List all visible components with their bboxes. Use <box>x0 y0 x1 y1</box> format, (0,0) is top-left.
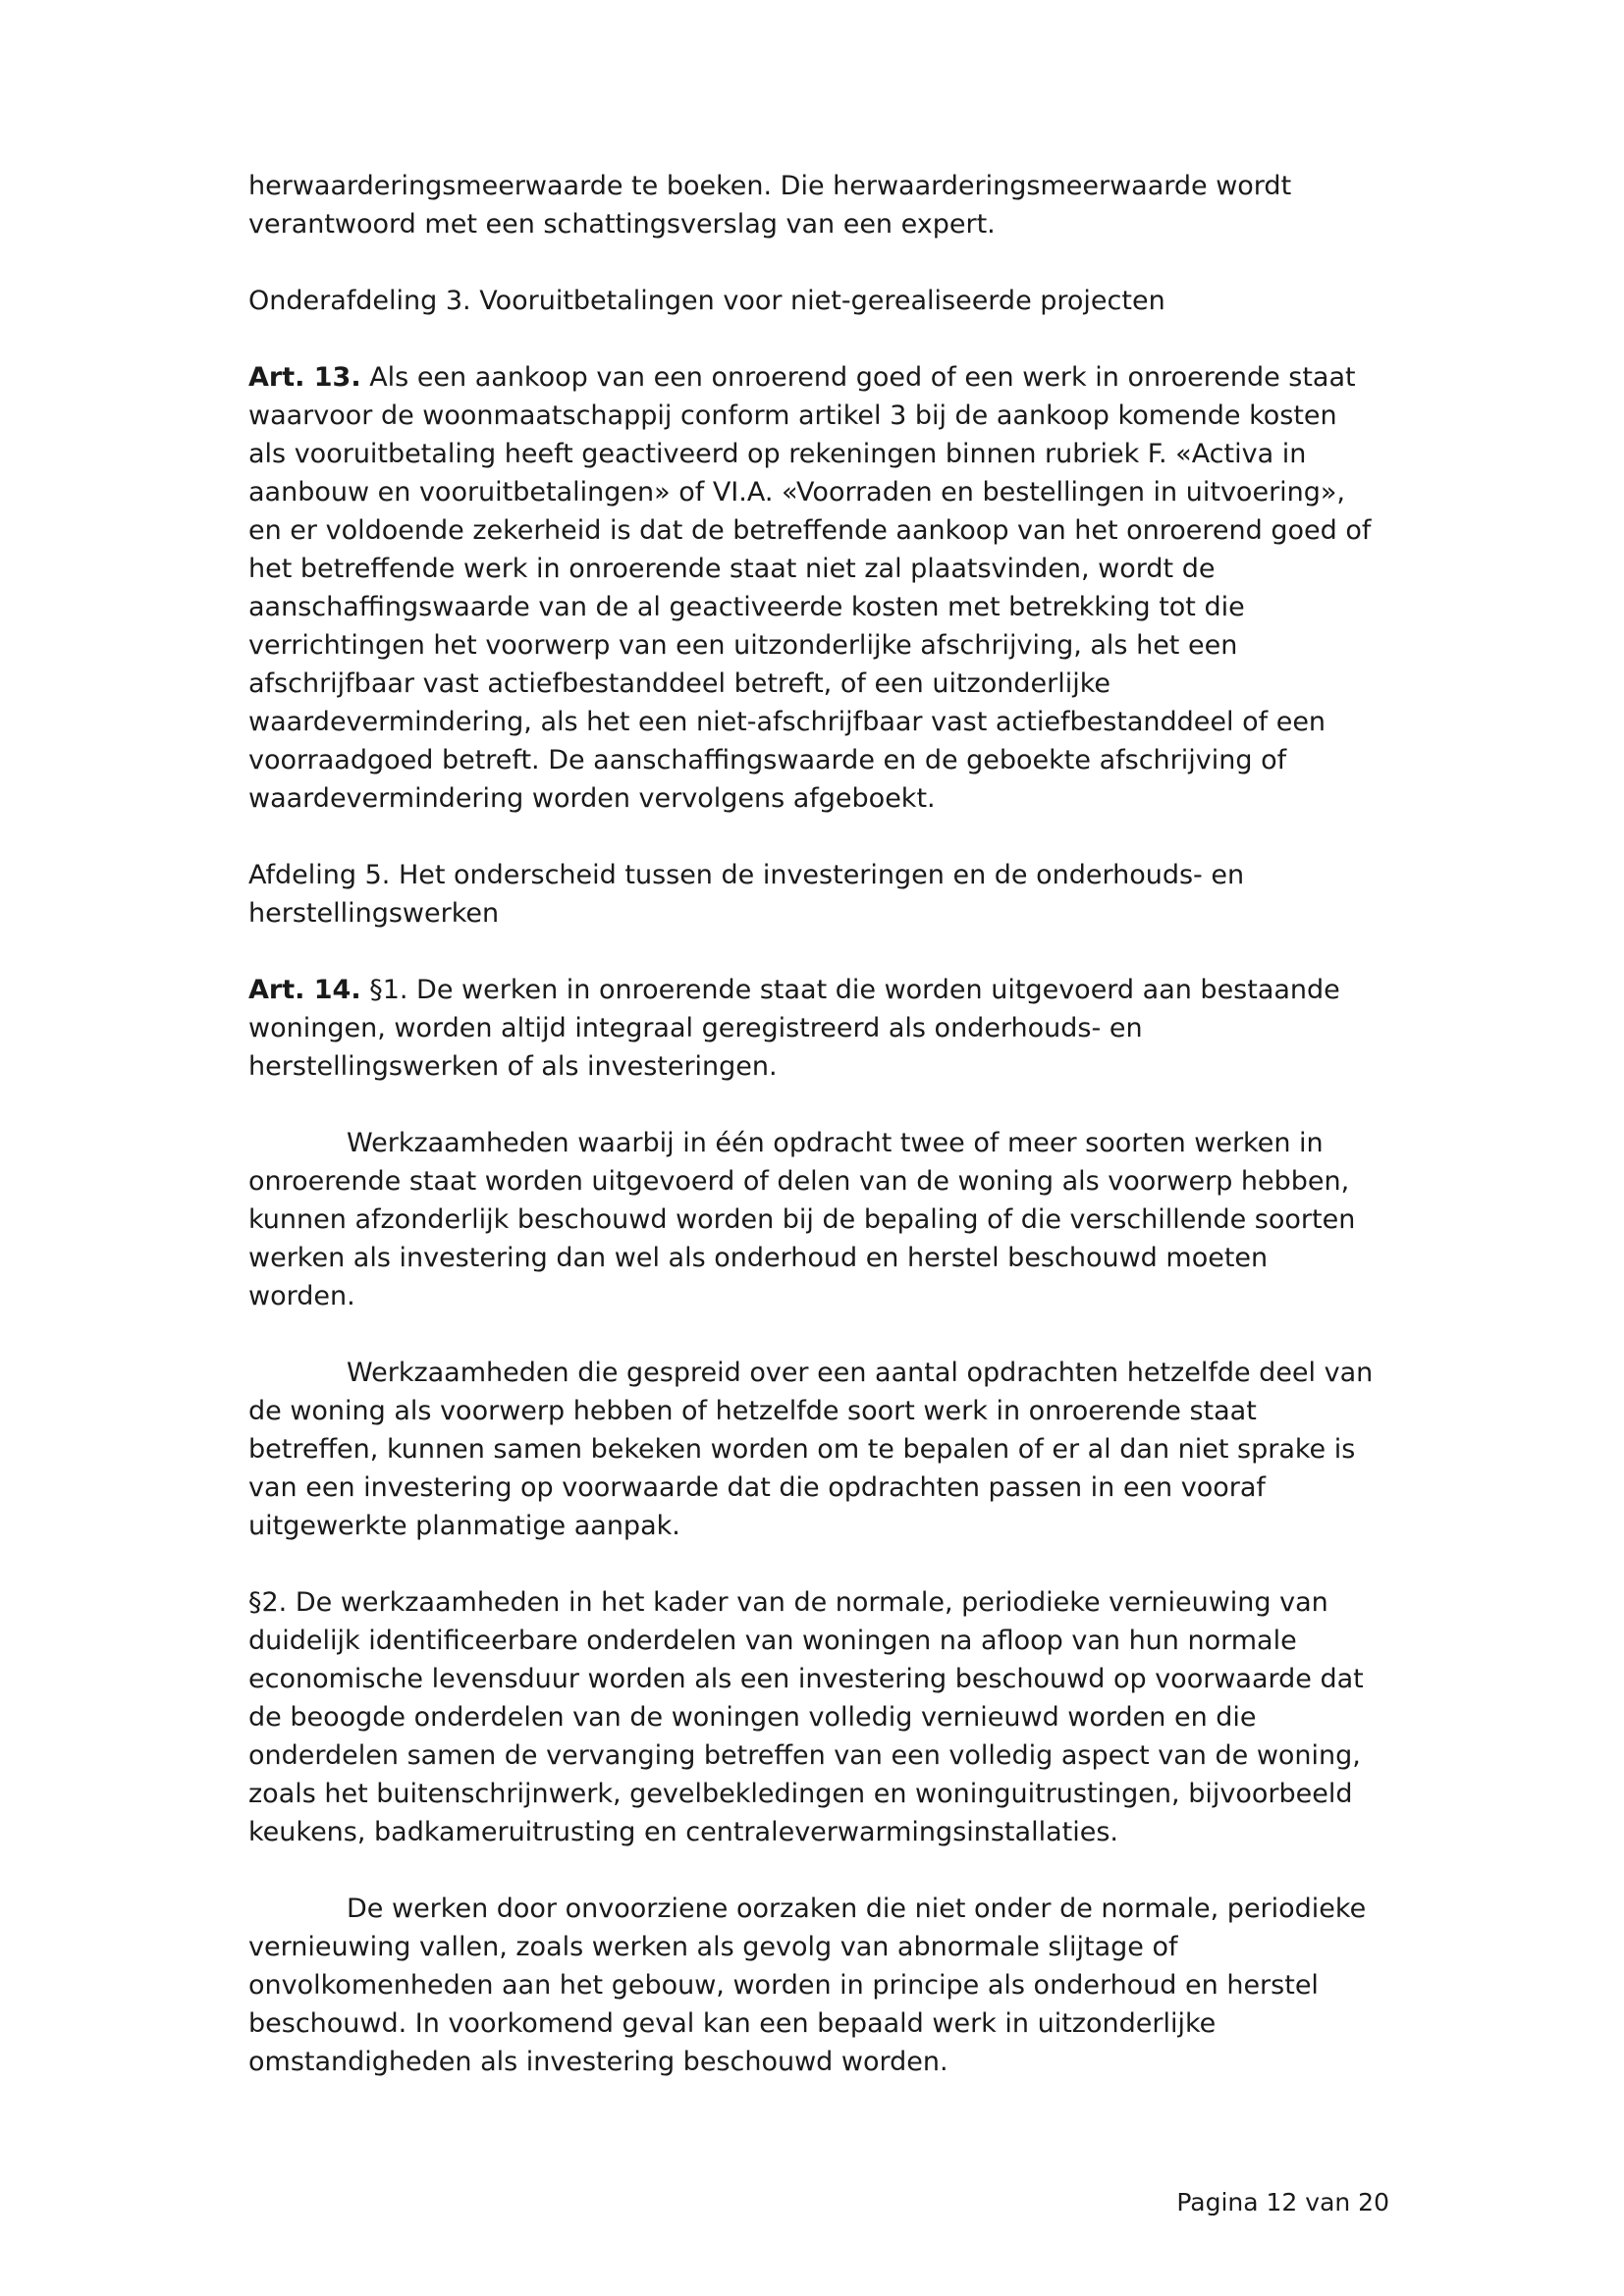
paragraph-werken-onvoorziene: De werken door onvoorziene oorzaken die niet onder de normale, periodieke vernieuwing vallen, zoals werken als gevolg van abnormale slijtage of onvolkomenheden aan het gebouw, worden in principe als onderhoud en herstel beschouwd. In voorkomend geval kan een bepaald werk in uitzonderlijke omstandigheden als investering beschouwd worden. <box>248 1894 1367 2077</box>
paragraph-herwaardering: herwaarderingsmeerwaarde te boeken. Die herwaarderingsmeerwaarde wordt verantwoord met een schattingsverslag van een expert. <box>248 171 1292 240</box>
section-heading-onderafdeling-3: Onderafdeling 3. Vooruitbetalingen voor niet-gerealiseerde projecten <box>248 286 1165 316</box>
article-14-text: §1. De werken in onroerende staat die worden uitgevoerd aan bestaande woningen, worden altijd integraal geregistreerd als onderhouds- en herstellingswerken of als investeringen. <box>248 975 1340 1082</box>
document-page <box>248 167 1389 2081</box>
article-14 <box>248 971 1389 1086</box>
article-13 <box>248 358 1389 818</box>
section-heading-afdeling-5: Afdeling 5. Het onderscheid tussen de investeringen en de onderhouds- en herstellingswerken <box>248 860 1245 929</box>
article-14-label: Art. 14. <box>248 975 361 1005</box>
article-13-text: Als een aankoop van een onroerend goed of een werk in onroerende staat waarvoor de woonmaatschappij conform artikel 3 bij de aankoop komende kosten als vooruitbetaling heeft geactiveerd op rekeningen binnen rubriek F. «Activa in aanbouw en vooruitbetalingen» of VI.A. «Voorraden en bestellingen in uitvoering», en er voldoende zekerheid is dat de betreffende aankoop van het onroerend goed of het betreffende werk in onroerende staat niet zal plaatsvinden, wordt de aanschaffingswaarde van de al geactiveerde kosten met betrekking tot die verrichtingen het voorwerp van een uitzonderlijke afschrijving, als het een afschrijfbaar vast actiefbestanddeel betreft, of een uitzonderlijke waardevermindering, als het een niet-afschrijfbaar vast actiefbestanddeel of een voorraadgoed betreft. De aanschaffingswaarde en de geboekte afschrijving of waardevermindering worden vervolgens afgeboekt. <box>248 362 1372 814</box>
paragraph-werkzaamheden-1: Werkzaamheden waarbij in één opdracht twee of meer soorten werken in onroerende staat worden uitgevoerd of delen van de woning als voorwerp hebben, kunnen afzonderlijk beschouwd worden bij de bepaling of die verschillende soorten werken als investering dan wel als onderhoud en herstel beschouwd moeten worden. <box>248 1128 1356 1311</box>
paragraph-werkzaamheden-2: Werkzaamheden die gespreid over een aantal opdrachten hetzelfde deel van de woning als voorwerp hebben of hetzelfde soort werk in onroerende staat betreffen, kunnen samen bekeken worden om te bepalen of er al dan niet sprake is van een investering op voorwaarde dat die opdrachten passen in een vooraf uitgewerkte planmatige aanpak. <box>248 1358 1374 1541</box>
article-13-label: Art. 13. <box>248 362 361 393</box>
page-number: Pagina 12 van 20 <box>1176 2188 1389 2216</box>
paragraph-section-2: §2. De werkzaamheden in het kader van de normale, periodieke vernieuwing van duidelijk identificeerbare onderdelen van woningen na afloop van hun normale economische levensduur worden als een investering beschouwd op voorwaarde dat de beoogde onderdelen van de woningen volledig vernieuwd worden en die onderdelen samen de vervanging betreffen van een volledig aspect van de woning, zoals het buitenschrijnwerk, gevelbekledingen en woninguitrustingen, bijvoorbeeld keukens, badkameruitrusting en centraleverwarmingsinstallaties. <box>248 1587 1364 1847</box>
